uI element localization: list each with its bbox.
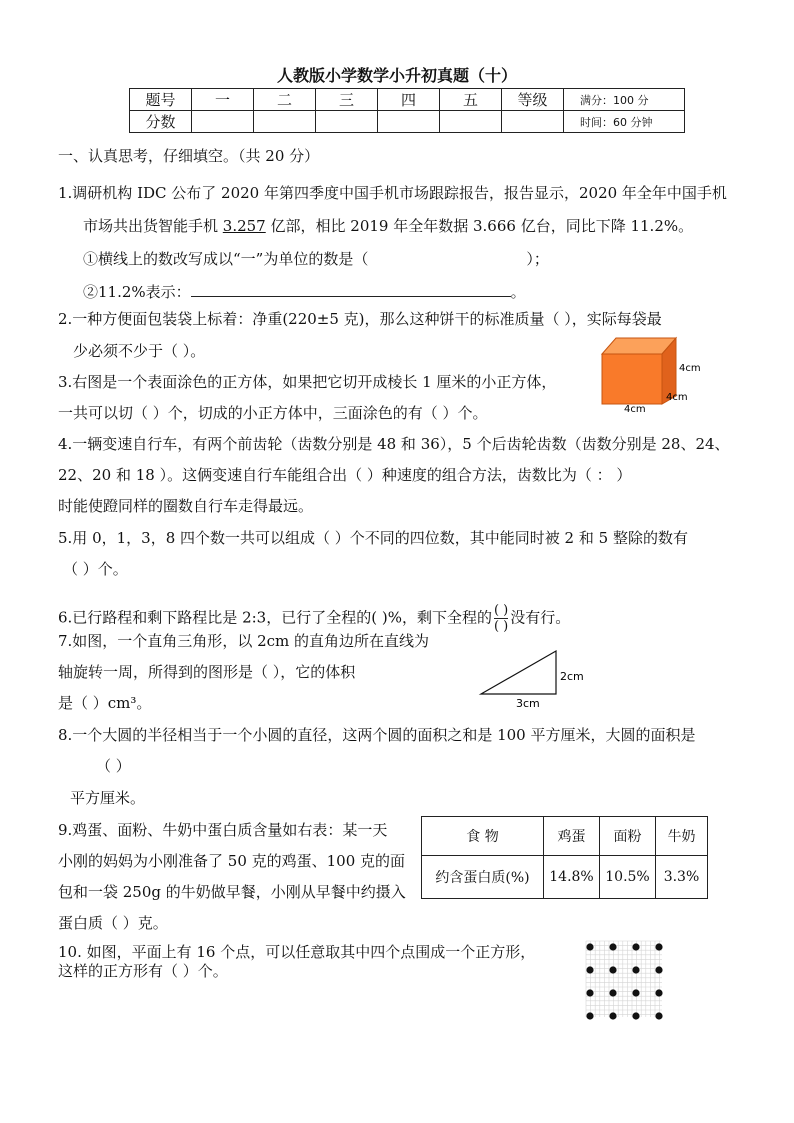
score-header-cell: 二 [254,89,316,111]
answer-line[interactable] [191,282,511,297]
q5-line2: （ ）个。 [63,560,128,578]
grid-dot [632,966,639,973]
q1-text: 市场共出货智能手机 [83,217,223,235]
score-input-cell[interactable] [254,111,316,133]
exam-time: 时间：60 分钟 [564,111,685,133]
score-header-cell: 题号 [130,89,192,111]
score-input-cell[interactable] [378,111,440,133]
table-cell: 14.8% [544,856,600,899]
q6-fraction[interactable] [494,603,508,634]
section-heading: 一、认真思考，仔细填空。（共 20 分） [58,147,320,165]
q1-sub1-text: ①横线上的数改写成以“一”为单位的数是（ [83,250,369,268]
q8-line3: 平方厘米。 [70,789,146,807]
q8-line2: （ ） [96,757,131,775]
cube-label-height: 4cm [679,363,701,374]
right-triangle [481,651,556,694]
grid-dot [632,1012,639,1019]
fraction-denominator: ( ) [493,619,509,634]
score-header-cell: 四 [378,89,440,111]
table-row-label: 约含蛋白质(%) [422,856,544,899]
grid-dot [586,1012,593,1019]
table-header-cell: 面粉 [600,817,656,856]
table-header-cell: 食 物 [422,817,544,856]
triangle-label-height: 2cm [560,670,584,683]
q1-line1: 1.调研机构 IDC 公布了 2020 年第四季度中国手机市场跟踪报告，报告显示，2020 年全年中国手机 [58,184,727,202]
q7-line3: 是（ ）cm³。 [58,694,152,712]
score-input-cell[interactable] [192,111,254,133]
grid-dot [609,1012,616,1019]
q3-line1: 3.右图是一个表面涂色的正方体，如果把它切开成棱长 1 厘米的小正方体， [58,373,557,391]
score-header-cell: 等级 [502,89,564,111]
q2-line1: 2.一种方便面包装袋上标着：净重(220±5 克)，那么这种饼干的标准质量（ ），实际每袋最 [58,310,662,328]
q7-line2: 轴旋转一周，所得到的图形是（ ），它的体积 [58,663,356,681]
score-header-cell: 一 [192,89,254,111]
q3-line2: 一共可以切（ ）个，切成的小正方体中，三面涂色的有（ ）个。 [58,404,488,422]
q4-line2: 22、20 和 18 ）。这俩变速自行车能组合出（ ）种速度的组合方法，齿数比为（ ： ） [58,466,632,484]
grid-dot [609,989,616,996]
table-header-cell: 牛奶 [656,817,708,856]
grid-dot [586,966,593,973]
q1-sub1-text: ）； [526,250,549,268]
cube-label-width: 4cm [624,404,646,414]
score-table [129,88,685,133]
q9-line3: 包和一袋 250g 的牛奶做早餐，小刚从早餐中约摄入 [58,883,406,901]
dot-grid-figure [582,939,668,1021]
grid-dot [632,943,639,950]
q4-line1: 4.一辆变速自行车，有两个前齿轮（齿数分别是 48 和 36），5 个后齿轮齿数（齿数分别是 28、24、 [58,435,730,453]
grid-dot [655,989,662,996]
q1-sub2-text: ②11.2%表示： [83,283,191,301]
q9-line4: 蛋白质（ ）克。 [58,914,168,932]
page-title: 人教版小学数学小升初真题（十） [276,66,517,85]
grid-dot [586,989,593,996]
score-input-cell[interactable] [440,111,502,133]
q1-text: 亿部，相比 2019 年全年数据 3.666 亿台，同比下降 11.2%。 [265,217,694,235]
q6-text: 6.已行路程和剩下路程比是 2:3，已行了全程的( )%，剩下全程的 [58,608,492,627]
table-header-cell: 鸡蛋 [544,817,600,856]
q1-sub2-text: 。 [510,283,526,301]
q5-line1: 5.用 0，1，3，8 四个数一共可以组成（ ）个不同的四位数，其中能同时被 2 和 5 整除的数有 [58,529,688,547]
score-input-cell[interactable] [502,111,564,133]
q8-line1: 8.一个大圆的半径相当于一个小圆的直径，这两个圆的面积之和是 100 平方厘米，大圆的面积是 [58,726,696,744]
q10-line1: 10. 如图，平面上有 16 个点，可以任意取其中四个点围成一个正方形， [58,943,536,961]
q10-line2: 这样的正方形有（ ）个。 [58,962,228,980]
q4-line3: 时能使蹬同样的圈数自行车走得最远。 [58,497,314,515]
q9-line1: 9.鸡蛋、面粉、牛奶中蛋白质含量如右表：某一天 [58,821,388,839]
grid-dot [632,989,639,996]
grid-dot [655,943,662,950]
q9-line2: 小刚的妈妈为小刚准备了 50 克的鸡蛋、100 克的面 [58,852,406,870]
score-input-cell[interactable] [316,111,378,133]
score-label-cell: 分数 [130,111,192,133]
grid-dot [609,943,616,950]
cube-figure [598,334,702,414]
protein-table [421,816,708,899]
grid-dot [655,966,662,973]
grid-dot [655,1012,662,1019]
full-marks: 满分：100 分 [564,89,685,111]
q1-line2 [83,215,693,236]
cube-front-face [602,354,662,404]
fraction-numerator: ( ) [493,603,509,618]
score-header-cell: 五 [440,89,502,111]
triangle-label-width: 3cm [516,697,540,710]
triangle-figure [478,648,588,710]
q1-underlined-number: 3.257 [222,217,266,235]
score-header-cell: 三 [316,89,378,111]
q1-sub1 [83,248,549,269]
q6-text: 没有行。 [510,608,571,627]
table-cell: 3.3% [656,856,708,899]
cube-label-depth: 4cm [666,392,688,403]
q1-sub2 [83,281,526,302]
table-cell: 10.5% [600,856,656,899]
grid-dot [586,943,593,950]
q7-line1: 7.如图，一个直角三角形，以 2cm 的直角边所在直线为 [58,632,430,650]
grid-dot [609,966,616,973]
q2-line2: 少必须不少于（ ）。 [73,342,206,360]
